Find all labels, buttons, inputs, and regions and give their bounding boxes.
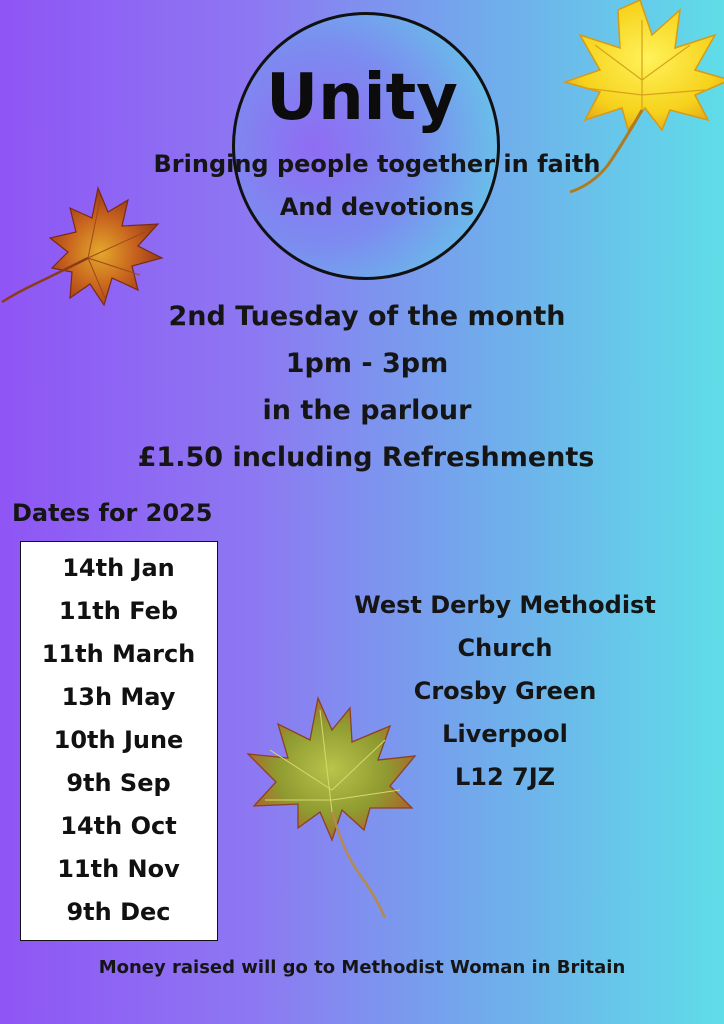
dates-heading: Dates for 2025 [12, 499, 213, 527]
meeting-location: in the parlour [262, 395, 472, 426]
date-item: 11th Feb [58, 597, 179, 625]
date-item: 14th Jan [62, 554, 175, 582]
date-item: 9th Sep [66, 769, 171, 797]
subtitle-line-1: Bringing people together in faith [153, 150, 601, 178]
meeting-time: 1pm - 3pm [285, 348, 449, 379]
address-line: L12 7JZ [454, 763, 556, 791]
subtitle-line-2: And devotions [279, 193, 475, 221]
date-item: 11th March [41, 640, 196, 668]
date-item: 11th Nov [57, 855, 180, 883]
date-item: 14th Oct [60, 812, 177, 840]
address-line: Church [457, 634, 553, 662]
title-circle [232, 12, 500, 280]
date-item: 10th June [53, 726, 184, 754]
date-item: 9th Dec [66, 898, 171, 926]
meeting-day: 2nd Tuesday of the month [168, 301, 566, 332]
address-line: Liverpool [442, 720, 568, 748]
date-item: 13h May [61, 683, 176, 711]
dates-list [20, 541, 218, 941]
address-line: West Derby Methodist [354, 591, 656, 619]
footer-note: Money raised will go to Methodist Woman in Britain [98, 957, 626, 978]
address-line: Crosby Green [413, 677, 597, 705]
poster-title: Unity [266, 61, 458, 135]
meeting-price: £1.50 including Refreshments [137, 442, 595, 473]
